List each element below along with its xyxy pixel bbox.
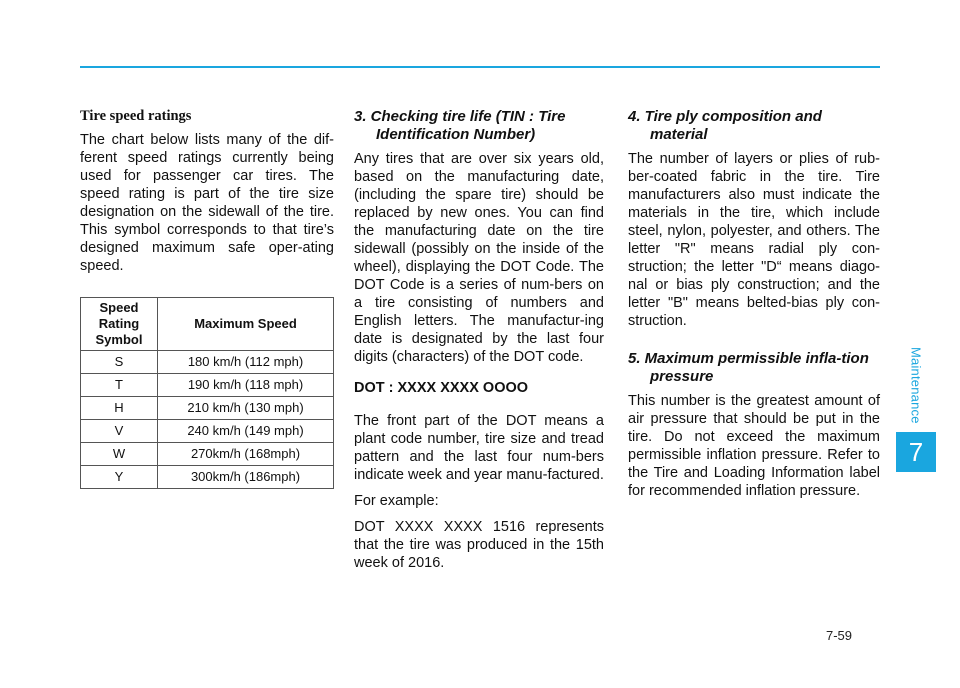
table-cell-speed: 180 km/h (112 mph)	[158, 351, 334, 374]
table-cell-symbol: W	[81, 443, 158, 466]
table-cell-symbol: H	[81, 397, 158, 420]
section-heading-tire-life: 3. Checking tire life (TIN : Tire Identification Number)	[354, 108, 566, 143]
table-cell-speed: 270km/h (168mph)	[158, 443, 334, 466]
section-heading-inflation-pressure: 5. Maximum permissible infla-tion pressure	[628, 350, 869, 385]
table-cell-speed: 190 km/h (118 mph)	[158, 374, 334, 397]
chapter-side-label: Maintenance	[908, 346, 924, 424]
table-row	[81, 420, 334, 443]
section-heading-ply-composition: 4. Tire ply composition and material	[628, 108, 822, 143]
table-cell-speed: 210 km/h (130 mph)	[158, 397, 334, 420]
example-label: For example:	[354, 493, 439, 509]
header-rule	[80, 66, 880, 68]
column-tire-life	[354, 108, 604, 580]
table-cell-speed: 240 km/h (149 mph)	[158, 420, 334, 443]
tire-life-paragraph: Any tires that are over six years old, based on the manufacturing date, (including the spare tire) should be replaced by new ones. You can find the manufacturing date on the tire sidewall (possibly on the inside of the wheel), displaying the DOT Code. The DOT Code is a series of num-bers on a tire consisting of numbers and English letters. The manufactur-ing date is designated by the last four digits (characters) of the DOT code.	[354, 151, 604, 365]
column-header-max-speed: Maximum Speed	[158, 298, 334, 351]
table-row	[81, 466, 334, 489]
page-number: 7-59	[826, 628, 853, 643]
dot-explanation: The front part of the DOT means a plant code number, tire size and tread pattern and the last four num-bers indicate week and year manu-factured.	[354, 413, 604, 483]
table-cell-symbol: V	[81, 420, 158, 443]
table-cell-symbol: Y	[81, 466, 158, 489]
dot-code-format: DOT : XXXX XXXX OOOO	[354, 380, 529, 396]
example-text: DOT XXXX XXXX 1516 represents that the tire was produced in the 15th week of 2016.	[354, 519, 604, 571]
speed-ratings-intro: The chart below lists many of the dif-ferent speed ratings currently being used for passenger car tires. The speed rating is part of the tire size designation on the sidewall of the tire. This symbol corresponds to that tire’s designed maximum safe oper-ating speed.	[80, 132, 334, 274]
table-header-row	[81, 298, 334, 351]
table-row	[81, 351, 334, 374]
column-header-symbol: Speed Rating Symbol	[81, 298, 158, 351]
chapter-number-tab: 7	[896, 432, 936, 472]
table-cell-symbol: T	[81, 374, 158, 397]
inflation-pressure-paragraph: This number is the greatest amount of air pressure that should be put in the tire. Do not exceed the maximum permissible inflation pressure. Refer to the Tire and Loading Information label for recommended inflation pressure.	[628, 393, 880, 499]
table-row	[81, 374, 334, 397]
column-speed-ratings	[80, 108, 334, 489]
table-cell-symbol: S	[81, 351, 158, 374]
speed-rating-table	[80, 297, 334, 489]
column-ply-and-pressure	[628, 108, 880, 508]
section-heading-speed-ratings: Tire speed ratings	[80, 108, 192, 124]
table-row	[81, 443, 334, 466]
table-row	[81, 397, 334, 420]
ply-composition-paragraph: The number of layers or plies of rub-ber-coated fabric in the tire. Tire manufacturers also must indicate the materials in the tire, which include steel, nylon, polyester, and others. The letter "R" means radial ply con-struction; the letter "D“ means diago-nal or bias ply construction; and the letter "B" means belted-bias ply con-struction.	[628, 151, 880, 329]
table-cell-speed: 300km/h (186mph)	[158, 466, 334, 489]
